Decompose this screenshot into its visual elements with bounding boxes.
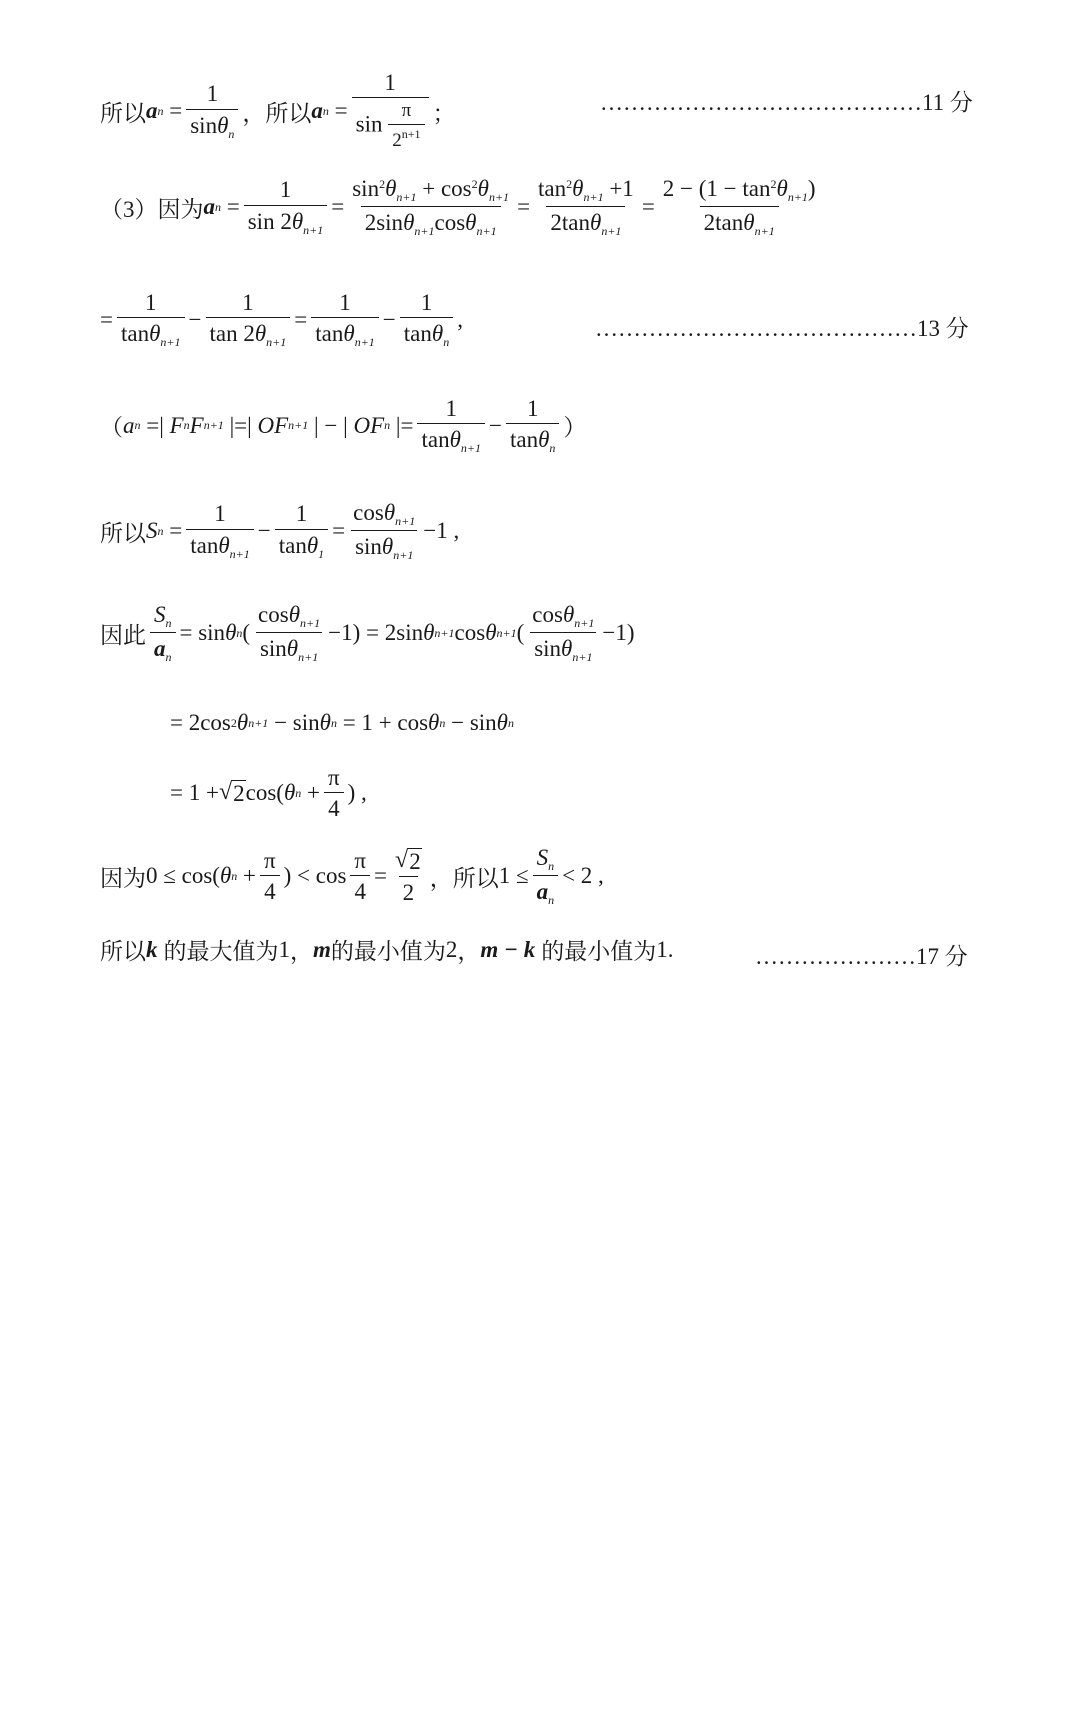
- text-suoyi: 所以: [265, 100, 312, 126]
- score-marker: ……………………………………11 分: [600, 90, 973, 115]
- score-marker: …………………17 分: [755, 944, 968, 969]
- line-range: 因为 0 ≤ cos( θ n + $\frac{\pi}{4}$ ) < cos $\frac{\pi}{4}$ = √ 2 2 ， 所以 1 ≤ $\frac{S_n}{a_n}$ < 2 ,: [100, 845, 604, 908]
- line-geometric-meaning: （ a n =| F n F n+1 |=| OF n+1 | − | OF n |= $\frac{1}{\tan\theta_{n+1}}$ − $\frac{1}{\tan\theta_n}$ ）: [100, 396, 587, 456]
- fraction: $\frac{1}{\sin\theta_n}$: [186, 81, 238, 140]
- line-sqrt-form: = 1 + √ 2 cos( θ n + $\frac{\pi}{4}$ ) ,: [170, 765, 367, 822]
- line-a-n-formula: 所以 a n = $\frac{1}{\sin\theta_n}$ ， 所以 a n = 1 sin $\frac{\pi}{2^{n+1}}$ ；: [100, 70, 456, 152]
- fraction: 1 sin $\frac{\pi}{2^{n+1}}$: [352, 70, 429, 152]
- score-marker: ……………………………………13 分: [595, 316, 969, 341]
- line-telescoping: = $\frac{1}{\tan\theta_{n+1}}$ − $\frac{1}{\tan 2\theta_{n+1}}$ = $\frac{1}{\tan\theta_{n+1}}$ − $\frac{1}{\tan\theta_n}$ ,: [100, 290, 463, 350]
- line-ratio: 因此 $\frac{S_n}{a_n}$ = sin θ n ( $\frac{\cos\theta_{n+1}}{\sin\theta_{n+1}}$ −1) = 2sin θ n+1 cos θ n+1 ( $\frac{\cos\theta_{n+1}}{\sin\theta_{n+1}}$ −1): [100, 602, 635, 665]
- line-part3: （3）因为 a n = $\frac{1}{\sin 2\theta_{n+1}}$ = $\frac{\sin^2\theta_{n+1} + \cos^2\theta_{n+1}}{2\sin\theta_{n+1}\cos\theta_{n+1}}$ = $\frac{\tan^2\theta_{n+1} +1}{2\tan\theta_{n+1}}$ = $\frac{2 - (1 - \tan^2\theta_{n+1})}{2\tan\theta_{n+1}}$: [100, 176, 816, 239]
- text-part3: （3）因为: [100, 196, 204, 222]
- line-conclusion: 所以 k 的最大值为 1 ， m 的最小值为 2 ， m − k 的最小值为 1 .: [100, 936, 674, 964]
- line-s-n: 所以 S n = $\frac{1}{\tan\theta_{n+1}}$ − $\frac{1}{\tan\theta_1}$ = $\frac{\cos\theta_{n+1}}{\sin\theta_{n+1}}$ −1 ,: [100, 500, 460, 563]
- text-suoyi: 所以: [100, 100, 146, 126]
- line-simplify: = 2cos 2 θ n+1 − sin θ n = 1 + cos θ n − sin θ n: [170, 710, 514, 735]
